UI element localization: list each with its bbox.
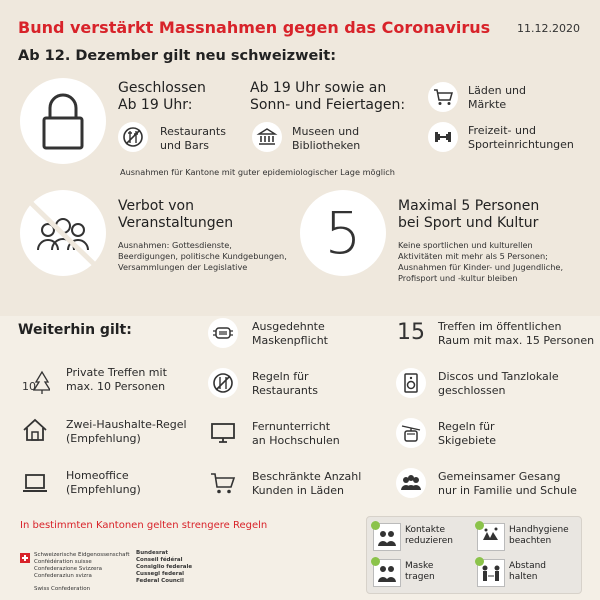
federal-council-names [136,550,192,585]
discos-label: Discos und Tanzlokale geschlossen [438,370,559,397]
distance-icon [477,559,505,587]
singing-group-icon [396,468,426,498]
restaurant-rules-label: Regeln für Restaurants [252,370,318,397]
restaurants-label: Restaurants und Bars [160,125,226,152]
singing-label: Gemeinsamer Gesang nur in Familie und Schule [438,470,577,497]
speaker-icon [396,368,426,398]
canton-exception-note: Ausnahmen für Kantone mit guter epidemiologischer Lage möglich [120,167,396,177]
fed-line-rm: Confederaziun svizra [34,573,92,579]
shop-limit-label: Beschränkte Anzahl Kunden in Läden [252,470,362,497]
date-label: 11.12.2020 [517,22,580,35]
council-line-it: Consiglio federale [136,564,193,570]
sport-detail: Keine sportlichen und kulturellen Aktivitäten mit mehr als 5 Personen; Ausnahmen für Kinder- und Jugendliche, Profisport und -kultur bleiben [398,240,564,283]
events-detail: Ausnahmen: Gottesdienste, Beerdigungen, politische Kundgebungen, Versammlungen der Legislative [118,240,287,272]
cart-icon [208,468,238,498]
confederation-names [34,552,130,580]
sport-heading [398,198,539,232]
council-line-rm: Cussegl federal [136,571,185,577]
dumbbell-icon [428,122,458,152]
hygiene-label: Handhygiene beachten [509,525,569,546]
fed-line-de: Schweizerische Eidgenossenschaft [34,552,130,558]
monitor-icon [208,418,238,448]
public-label: Treffen im öffentlichen Raum mit max. 15 Personen [438,320,595,347]
crowd-banned-icon [20,190,106,276]
events-heading [118,198,233,232]
sunday-heading [250,80,405,114]
sport-heading-line1: Maximal 5 Personen [398,198,540,214]
further-heading: Weiterhin gilt: [18,322,132,338]
private-label: Private Treffen mit max. 10 Personen [66,366,167,393]
hygiene-icon [477,523,505,551]
museums-label: Museen und Bibliotheken [292,125,361,152]
confederation-en: Swiss Confederation [34,586,91,592]
lock-circle [20,78,106,164]
households-label: Zwei-Haushalte-Regel (Empfehlung) [66,418,187,445]
lock-icon [20,78,106,164]
shopping-cart-icon [428,82,458,112]
remote-label: Fernunterricht an Hochschulen [252,420,340,447]
mask-icon [208,318,238,348]
events-heading-line2: Veranstaltungen [118,215,234,231]
council-line-en: Federal Council [136,578,184,584]
fed-line-it: Confederazione Svizzera [34,566,102,572]
contacts-icon [373,523,401,551]
closed-heading [118,80,206,114]
swiss-flag-icon [20,553,30,563]
homeoffice-label: Homeoffice (Empfehlung) [66,469,141,496]
page-title: Bund verstärkt Massnahmen gegen das Coronavirus [18,18,491,37]
masks-label: Ausgedehnte Maskenpflicht [252,320,328,347]
crowd-circle [20,190,106,276]
stricter-rules-note: In bestimmten Kantonen gelten strengere Regeln [20,520,268,531]
shops-label: Läden und Märkte [468,84,527,111]
private-badge: 10 [22,380,36,393]
sunday-heading-line1: Ab 19 Uhr sowie an [250,80,387,96]
mask-label: Maske tragen [405,561,435,582]
gondola-icon [396,418,426,448]
fifteen-badge: 15 [397,320,425,345]
sport-heading-line2: bei Sport und Kultur [398,215,539,231]
museum-icon [252,122,282,152]
leisure-label: Freizeit- und Sporteinrichtungen [468,124,574,151]
council-line-de: Bundesrat [136,550,169,556]
protection-card [366,516,582,594]
ski-label: Regeln für Skigebiete [438,420,497,447]
council-line-fr: Conseil fédéral [136,557,183,563]
contacts-label: Kontakte reduzieren [405,525,453,546]
house-icon [20,415,50,445]
restaurant-closed-icon [118,122,148,152]
restaurant-rules-icon [208,368,238,398]
five-number: 5 [324,199,362,267]
closed-heading-line2: Ab 19 Uhr: [118,97,193,113]
closed-heading-line1: Geschlossen [118,80,206,96]
five-circle [300,190,386,276]
events-heading-line1: Verbot von [118,198,194,214]
distance-label: Abstand halten [509,561,547,582]
section-subtitle: Ab 12. Dezember gilt neu schweizweit: [18,48,336,64]
fed-line-fr: Confédération suisse [34,559,92,565]
mask-card-icon [373,559,401,587]
christmas-tree-icon [20,368,50,398]
sunday-heading-line2: Sonn- und Feiertagen: [250,97,406,113]
laptop-icon [20,468,50,498]
